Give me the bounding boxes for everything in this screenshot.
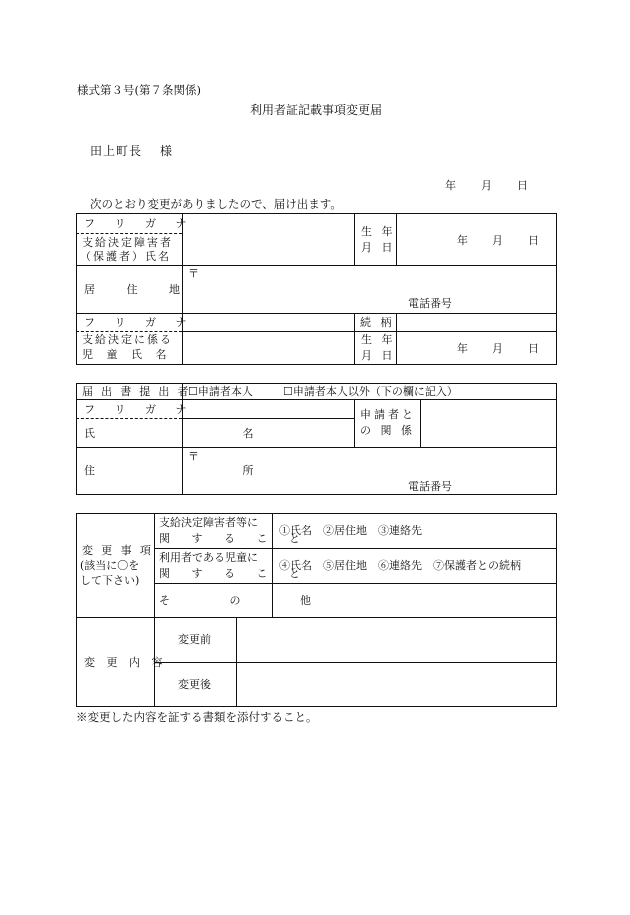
birth-month[interactable]: 月 — [492, 234, 503, 247]
submitter-option-self[interactable]: ☐申請者本人 — [188, 385, 253, 398]
category1-line2: 関 す る こ と — [159, 532, 309, 545]
divider — [154, 662, 557, 663]
submitter-name-field[interactable] — [184, 421, 352, 445]
category1-line1: 支給決定障害者等に — [159, 516, 258, 529]
child-birth-day[interactable]: 日 — [528, 342, 539, 355]
addressee: 田上町長 — [90, 144, 143, 158]
change-item-label-line1: 変 更 事 項 — [82, 544, 154, 557]
postal-mark: 〒 — [188, 267, 199, 280]
form-title: 利用者証記載事項変更届 — [250, 103, 383, 117]
birth-day[interactable]: 日 — [528, 234, 539, 247]
child-birth-month[interactable]: 月 — [492, 342, 503, 355]
category1-options[interactable]: ①氏名 ②居住地 ③連絡先 — [279, 524, 422, 537]
divider — [420, 399, 421, 447]
child-birth-label-line2: 月 日 — [361, 349, 396, 362]
submission-day[interactable]: 日 — [517, 179, 528, 192]
child-name-label-line1: 支給決定に係る — [82, 333, 173, 346]
submitter-name-label: 氏 名 — [84, 427, 326, 440]
phone-label: 電話番号 — [408, 297, 452, 310]
change-item-label-line3: して下さい) — [80, 574, 140, 587]
furigana-label: フ リ ガ ナ — [84, 217, 195, 230]
category2-line1: 利用者である児童に — [159, 551, 258, 564]
address-label: 居 住 地 — [84, 283, 194, 296]
category2-options[interactable]: ④氏名 ⑤居住地 ⑥連絡先 ⑦保護者との続柄 — [279, 559, 521, 572]
submitter-label: 届 出 書 提 出 者 — [82, 385, 191, 398]
divider — [182, 331, 557, 332]
dashed-divider — [76, 418, 182, 419]
applicant-name-label-line1: 支給決定障害者 — [82, 236, 173, 249]
submission-year[interactable]: 年 — [445, 179, 456, 192]
before-label: 変更前 — [178, 633, 211, 646]
furigana-label-child: フ リ ガ ナ — [84, 316, 195, 329]
intro-text: 次のとおり変更がありましたので、届け出ます。 — [90, 197, 342, 211]
child-birth-label-line1: 生 年 — [361, 333, 396, 346]
after-label: 変更後 — [178, 678, 211, 691]
divider — [154, 548, 557, 549]
birth-label-line2: 月 日 — [361, 241, 396, 254]
applicant-name-label-line2: （保護者）氏名 — [80, 250, 171, 263]
dashed-divider — [76, 233, 182, 234]
submitter-address-label: 住 所 — [84, 464, 326, 477]
child-name-label-line2: 児 童 氏 名 — [82, 348, 172, 361]
dashed-divider — [76, 331, 182, 332]
divider — [76, 265, 557, 266]
divider — [76, 399, 557, 400]
divider — [396, 313, 397, 365]
furigana-label-submitter: フ リ ガ ナ — [84, 403, 195, 416]
birth-year[interactable]: 年 — [457, 234, 468, 247]
relation-to-applicant-line2: の 関 係 — [360, 424, 415, 437]
other-label: そ の 他 — [159, 594, 339, 607]
before-field[interactable] — [238, 619, 555, 661]
honorific: 様 — [160, 144, 173, 158]
change-content-label: 変 更 内 容 — [84, 656, 167, 669]
submission-month[interactable]: 月 — [481, 179, 492, 192]
divider — [354, 213, 355, 265]
submitter-phone-label: 電話番号 — [408, 480, 452, 493]
divider — [154, 583, 557, 584]
footnote: ※変更した内容を証する書類を添付すること。 — [76, 710, 318, 724]
divider — [182, 418, 354, 419]
submitter-postal-mark: 〒 — [188, 450, 199, 463]
relation-to-applicant-line1: 申請者と — [360, 408, 416, 421]
applicant-name-field[interactable] — [184, 220, 352, 262]
change-item-label-line2: (該当に〇を — [80, 559, 140, 572]
birth-label-line1: 生 年 — [361, 225, 396, 238]
divider — [354, 399, 355, 447]
relation-label: 続 柄 — [360, 316, 395, 329]
divider — [76, 617, 557, 618]
submitter-option-other[interactable]: ☐申請者本人以外（下の欄に記入） — [283, 385, 458, 398]
divider — [76, 313, 557, 314]
divider — [354, 313, 355, 365]
divider — [76, 447, 557, 448]
divider — [154, 513, 155, 707]
other-field[interactable] — [274, 585, 555, 615]
category2-line2: 関 す る こ と — [159, 567, 309, 580]
child-birth-year[interactable]: 年 — [457, 342, 468, 355]
form-number: 様式第３号(第７条関係) — [77, 83, 201, 97]
after-field[interactable] — [238, 664, 555, 706]
divider — [396, 213, 397, 265]
